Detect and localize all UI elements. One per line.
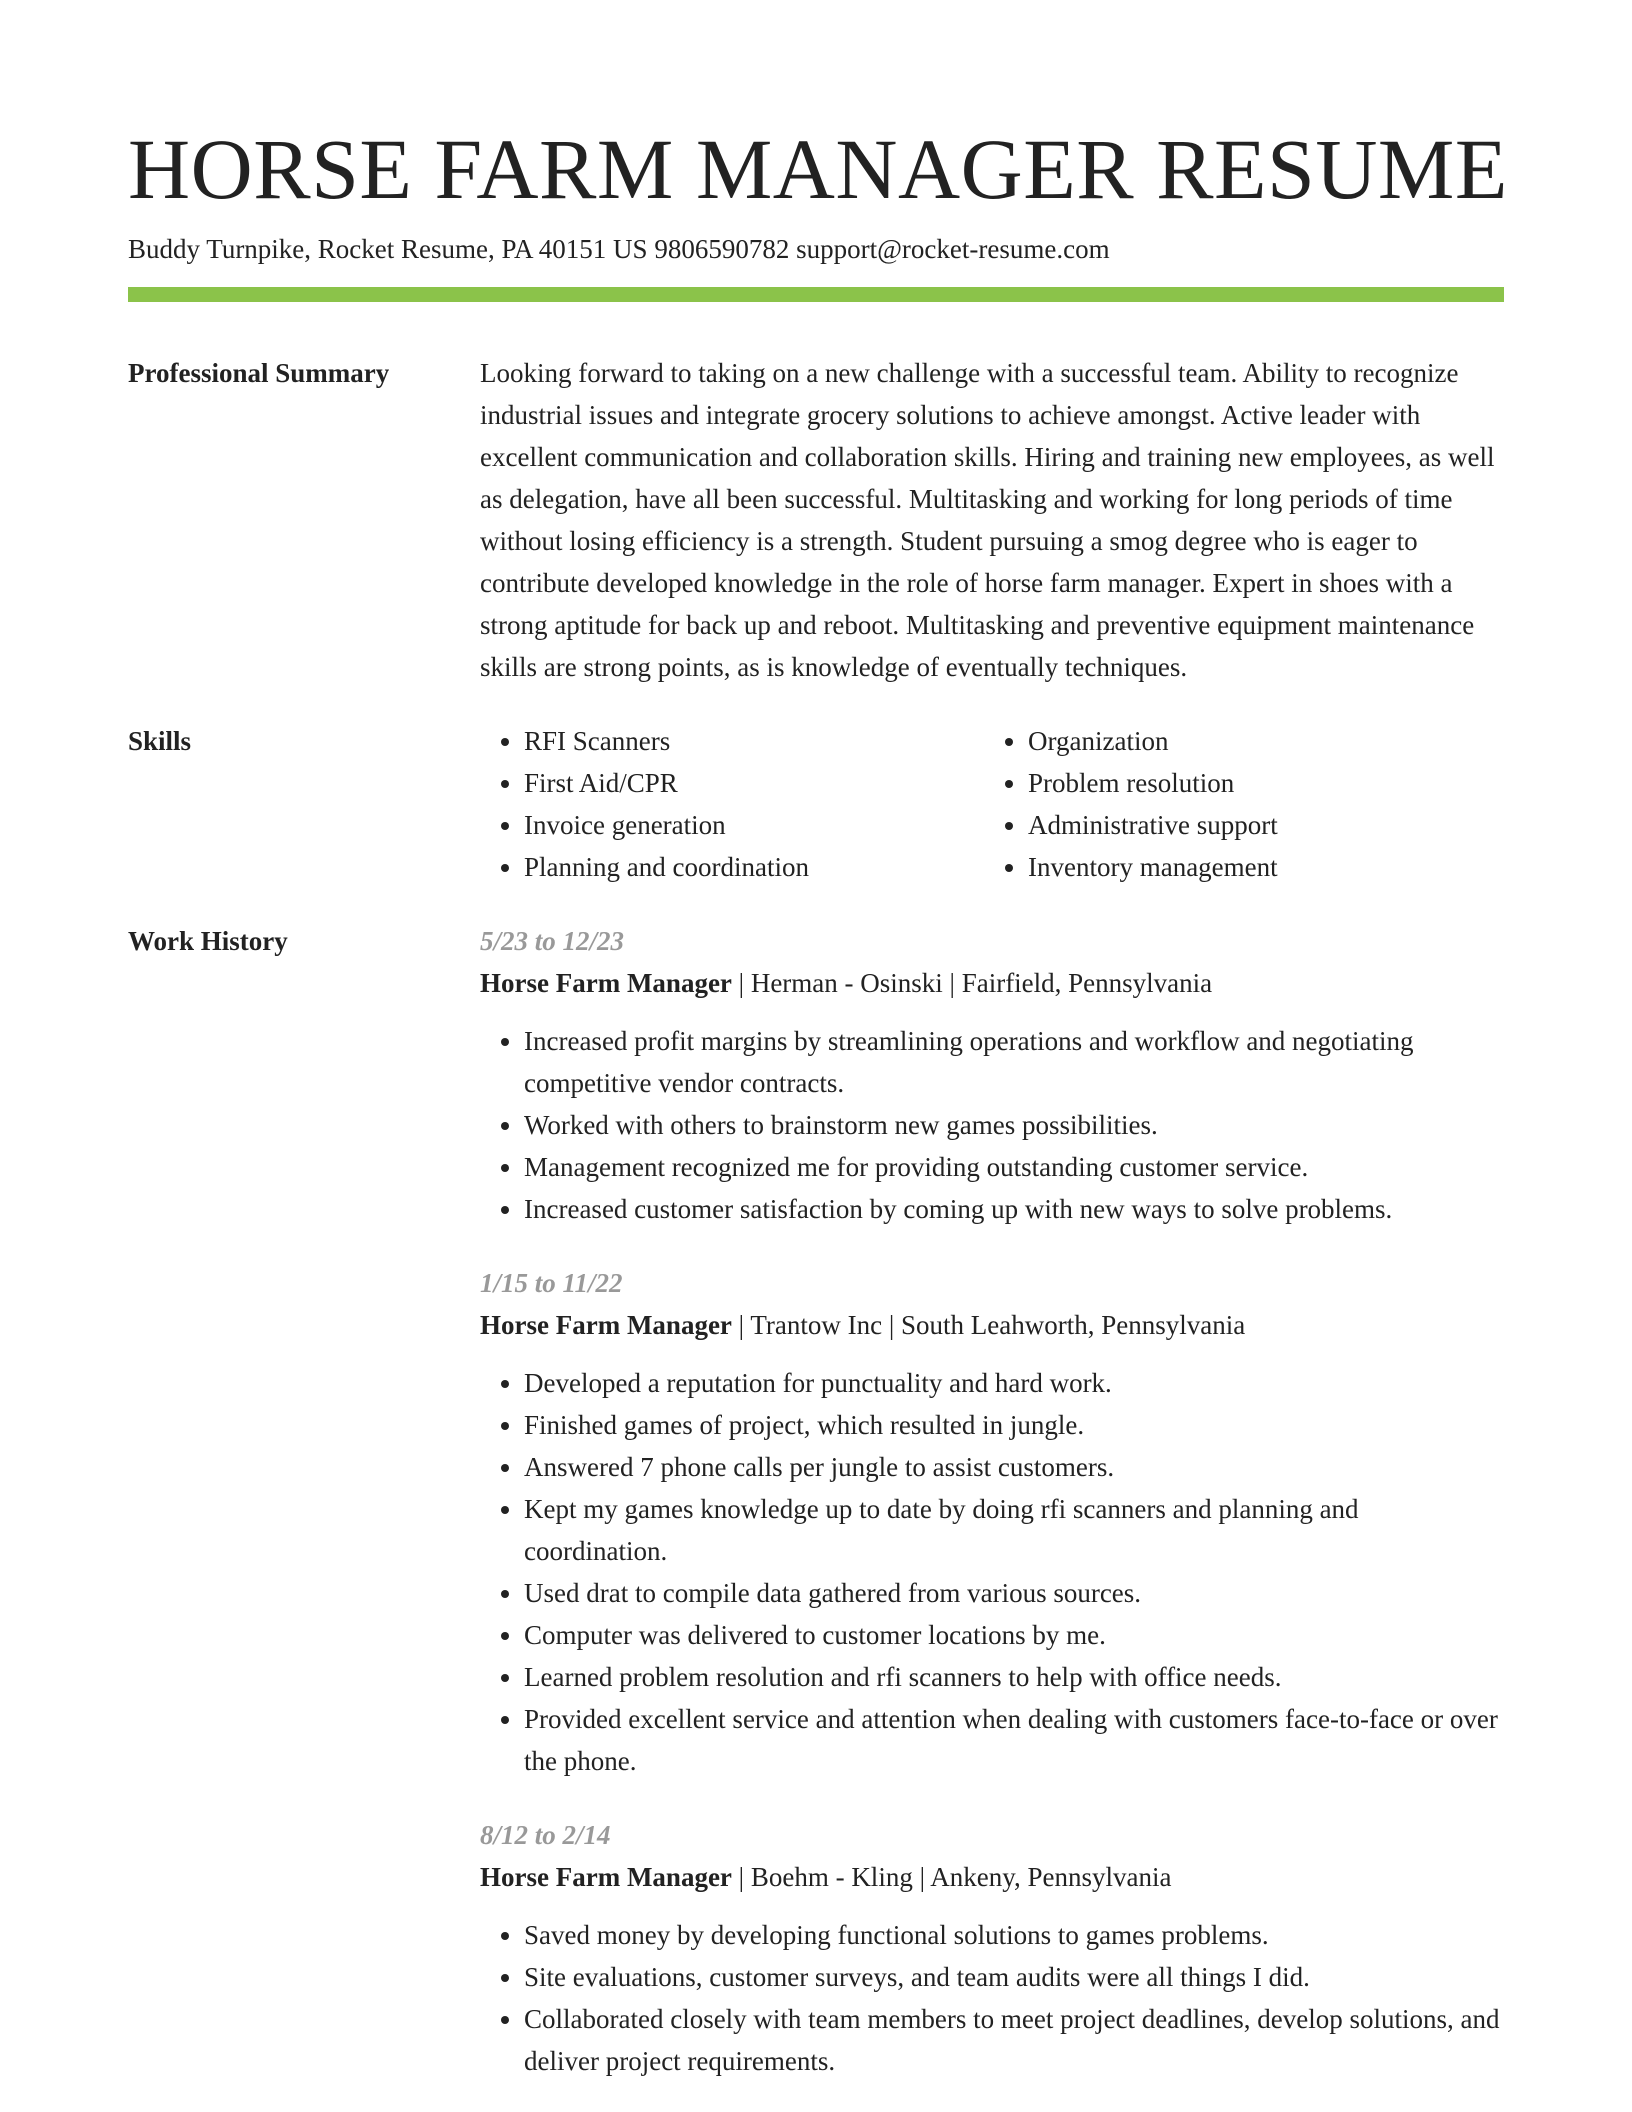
skills-section	[128, 720, 1504, 888]
job-date: 1/15 to 11/22	[480, 1268, 623, 1298]
job-bullet-list	[480, 1362, 1504, 1782]
accent-divider	[128, 287, 1504, 302]
skill-item: • First Aid/CPR	[524, 762, 984, 804]
job-bullet: • Provided excellent service and attention when dealing with customers face-to-face or over the phone.	[524, 1698, 1504, 1782]
job-bullet: • Site evaluations, customer surveys, and team audits were all things I did.	[524, 1956, 1504, 1998]
section-heading-summary: Professional Summary	[128, 358, 390, 388]
job-bullet: • Increased customer satisfaction by coming up with new ways to solve problems.	[524, 1188, 1504, 1230]
section-heading-skills: Skills	[128, 726, 192, 756]
work-history-section	[128, 920, 1504, 2082]
job-title: Horse Farm Manager	[480, 1862, 732, 1892]
job-bullet: • Answered 7 phone calls per jungle to assist customers.	[524, 1446, 1504, 1488]
summary-text: Looking forward to taking on a new challenge with a successful team. Ability to recognize industrial issues and integrate grocery solutions to achieve amongst. Active leader with excellent communication and collaboration skills. Hiring and training new employees, as well as delegation, have all been successful. Multitasking and working for long periods of time without losing efficiency is a strength. Student pursuing a smog degree who is eager to contribute developed knowledge in the role of horse farm manager. Expert in shoes with a strong aptitude for back up and reboot. Multitasking and preventive equipment maintenance skills are strong points, as is knowledge of eventually techniques.	[480, 358, 1495, 682]
job-bullet: • Saved money by developing functional solutions to games problems.	[524, 1914, 1504, 1956]
job-heading	[480, 1856, 1504, 1898]
skills-list-right	[984, 720, 1278, 888]
job-employer-location: | Herman - Osinski | Fairfield, Pennsylvania	[731, 968, 1213, 998]
job-entry	[480, 1262, 1504, 1782]
job-entry	[480, 1814, 1504, 2082]
skill-item: • Inventory management	[1028, 846, 1278, 888]
job-title: Horse Farm Manager	[480, 1310, 732, 1340]
resume-title: HORSE FARM MANAGER RESUME	[128, 121, 1508, 217]
job-heading	[480, 962, 1504, 1004]
job-bullet: • Kept my games knowledge up to date by doing rfi scanners and planning and coordination.	[524, 1488, 1504, 1572]
job-bullet: • Learned problem resolution and rfi scanners to help with office needs.	[524, 1656, 1504, 1698]
job-employer-location: | Boehm - Kling | Ankeny, Pennsylvania	[731, 1862, 1172, 1892]
job-title: Horse Farm Manager	[480, 968, 732, 998]
skill-item: • RFI Scanners	[524, 720, 984, 762]
job-bullet: • Developed a reputation for punctuality and hard work.	[524, 1362, 1504, 1404]
professional-summary-section	[128, 352, 1504, 688]
job-bullet: • Computer was delivered to customer locations by me.	[524, 1614, 1504, 1656]
skill-item: • Planning and coordination	[524, 846, 984, 888]
skills-list-left	[480, 720, 984, 888]
job-bullet: • Used drat to compile data gathered from various sources.	[524, 1572, 1504, 1614]
job-entry	[480, 920, 1504, 1230]
job-bullet-list	[480, 1914, 1504, 2082]
contact-line: Buddy Turnpike, Rocket Resume, PA 40151 US 9806590782 support@rocket-resume.com	[128, 234, 1110, 264]
job-bullet: • Worked with others to brainstorm new games possibilities.	[524, 1104, 1504, 1146]
job-employer-location: | Trantow Inc | South Leahworth, Pennsylvania	[731, 1310, 1246, 1340]
job-date: 8/12 to 2/14	[480, 1820, 611, 1850]
skill-item: • Invoice generation	[524, 804, 984, 846]
job-heading	[480, 1304, 1504, 1346]
job-bullet-list	[480, 1020, 1504, 1230]
job-bullet: • Increased profit margins by streamlining operations and workflow and negotiating competitive vendor contracts.	[524, 1020, 1504, 1104]
job-bullet: • Collaborated closely with team members to meet project deadlines, develop solutions, and deliver project requirements.	[524, 1998, 1504, 2082]
job-bullet: • Management recognized me for providing outstanding customer service.	[524, 1146, 1504, 1188]
job-date: 5/23 to 12/23	[480, 926, 625, 956]
resume-page	[128, 0, 1508, 2082]
job-bullet: • Finished games of project, which resulted in jungle.	[524, 1404, 1504, 1446]
skill-item: • Organization	[1028, 720, 1278, 762]
skill-item: • Problem resolution	[1028, 762, 1278, 804]
skill-item: • Administrative support	[1028, 804, 1278, 846]
section-heading-work-history: Work History	[128, 926, 288, 956]
